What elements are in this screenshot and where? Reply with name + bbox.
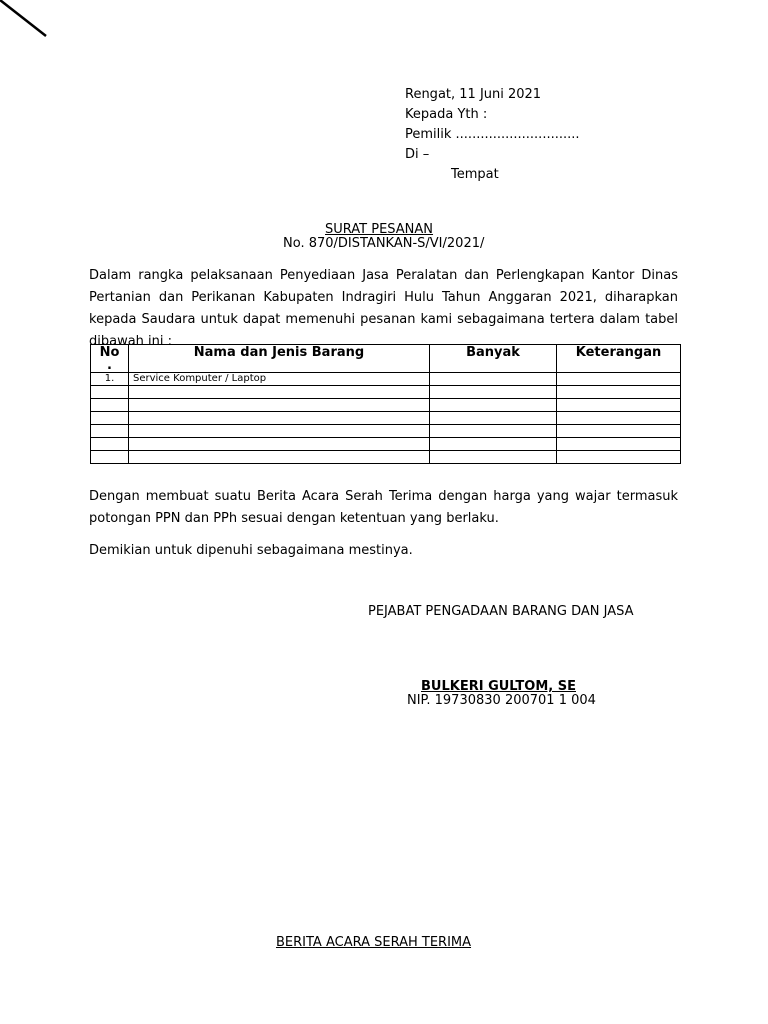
table-row bbox=[91, 451, 681, 464]
table-header-row bbox=[91, 345, 681, 373]
cell-qty bbox=[430, 412, 557, 425]
corner-fold-line bbox=[0, 0, 60, 40]
cell-no: 1. bbox=[91, 373, 129, 386]
body-paragraph: Dengan membuat suatu Berita Acara Serah Terima dengan harga yang wajar termasuk potongan PPN dan PPh sesuai dengan ketentuan yang berlaku. bbox=[89, 489, 678, 526]
cell-no bbox=[91, 425, 129, 438]
cell-notes bbox=[557, 451, 681, 464]
cell-no bbox=[91, 412, 129, 425]
col-header-qty: Banyak bbox=[430, 345, 557, 373]
intro-paragraph: Dalam rangka pelaksanaan Penyediaan Jasa Peralatan dan Perlengkapan Kantor Dinas Pertanian dan Perikanan Kabupaten Indragiri Hulu Tahun Anggaran 2021, diharapkan kepada Saudara untuk dapat memenuhi pesanan kami sebagaimana tertera dalam tabel dibawah ini : bbox=[89, 268, 678, 349]
signatory-name: BULKERI GULTOM, SE bbox=[421, 679, 576, 694]
cell-item bbox=[129, 438, 430, 451]
recipient-line: Kepada Yth : bbox=[405, 107, 488, 122]
cell-qty bbox=[430, 399, 557, 412]
col-header-no: No . bbox=[91, 345, 129, 373]
cell-no bbox=[91, 399, 129, 412]
di-line: Di – bbox=[405, 147, 430, 162]
col-header-notes: Keterangan bbox=[557, 345, 681, 373]
cell-item bbox=[129, 425, 430, 438]
cell-notes bbox=[557, 412, 681, 425]
place-date: Rengat, 11 Juni 2021 bbox=[405, 87, 542, 102]
tempat-line: Tempat bbox=[451, 167, 499, 182]
owner-line: Pemilik .............................. bbox=[405, 127, 580, 142]
cell-no bbox=[91, 451, 129, 464]
cell-notes bbox=[557, 373, 681, 386]
cell-item bbox=[129, 399, 430, 412]
cell-qty bbox=[430, 386, 557, 399]
table-row bbox=[91, 386, 681, 399]
cell-notes bbox=[557, 425, 681, 438]
table-row bbox=[91, 425, 681, 438]
cell-item bbox=[129, 386, 430, 399]
letter-number: No. 870/DISTANKAN-S/VI/2021/ bbox=[283, 236, 485, 251]
order-table bbox=[90, 344, 681, 464]
cell-item: Service Komputer / Laptop bbox=[129, 373, 430, 386]
col-header-item: Nama dan Jenis Barang bbox=[129, 345, 430, 373]
table-row bbox=[91, 438, 681, 451]
closing-paragraph: Demikian untuk dipenuhi sebagaimana mestinya. bbox=[89, 543, 413, 558]
cell-notes bbox=[557, 438, 681, 451]
cell-qty bbox=[430, 373, 557, 386]
cell-qty bbox=[430, 425, 557, 438]
cell-notes bbox=[557, 386, 681, 399]
table-row bbox=[91, 373, 681, 386]
table-row bbox=[91, 399, 681, 412]
cell-qty bbox=[430, 438, 557, 451]
cell-qty bbox=[430, 451, 557, 464]
cell-item bbox=[129, 451, 430, 464]
signatory-nip: NIP. 19730830 200701 1 004 bbox=[407, 693, 596, 708]
cell-no bbox=[91, 386, 129, 399]
signatory-office: PEJABAT PENGADAAN BARANG DAN JASA bbox=[368, 604, 634, 619]
cell-no bbox=[91, 438, 129, 451]
cell-item bbox=[129, 412, 430, 425]
next-document-title: BERITA ACARA SERAH TERIMA bbox=[276, 935, 472, 950]
letter-title: SURAT PESANAN bbox=[325, 222, 434, 237]
cell-notes bbox=[557, 399, 681, 412]
table-row bbox=[91, 412, 681, 425]
